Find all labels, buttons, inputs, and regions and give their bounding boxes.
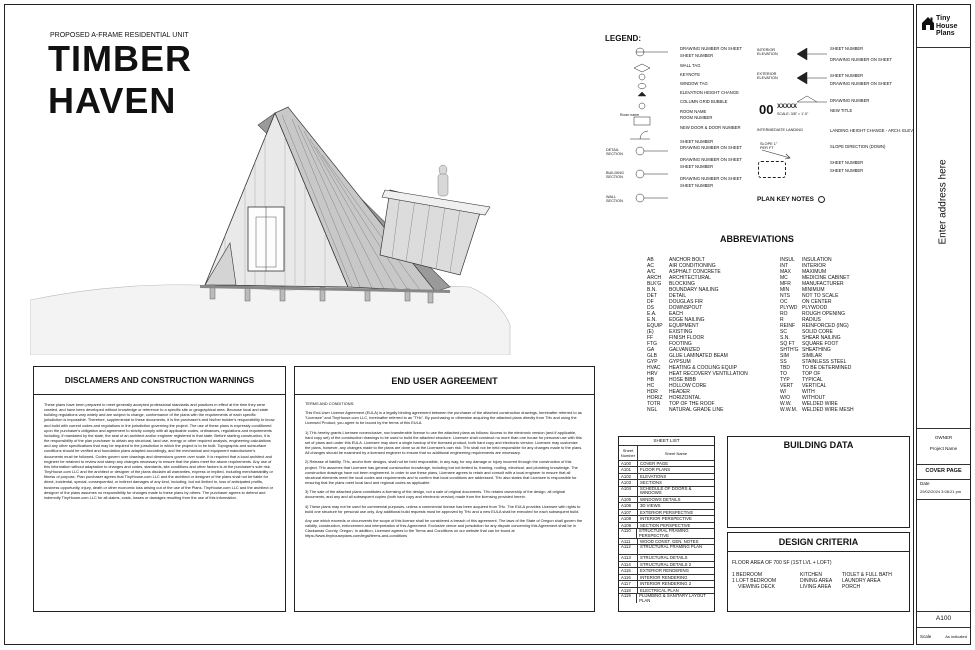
abbreviation-meaning: ANCHOR BOLT: [669, 257, 705, 263]
abbreviation-code: SC: [780, 329, 787, 335]
legend-item: DRAWING NUMBER ON SHEET: [830, 81, 892, 86]
abbreviation-code: NGL: [647, 407, 658, 413]
legend-room-label: Room name: [620, 113, 640, 117]
abbreviation-meaning: FINISH FLOOR: [669, 335, 705, 341]
date-value: 29/02/2024 3:08:21 pm: [920, 489, 962, 494]
abbreviation-meaning: WELDED WIRE: [802, 401, 838, 407]
sheet-list-name: PLUMBING & SANITARY LAYOUT PLAN: [639, 594, 706, 603]
abbreviation-meaning: REINFORCED (ING): [802, 323, 849, 329]
legend-item: ROOM NUMBER: [680, 115, 713, 120]
sheet-list-name: WINDOWS DETAILS: [640, 496, 681, 502]
legend-item: DRAWING NUMBER ON SHEET: [680, 46, 742, 51]
abbreviations-title: ABBREVIATIONS: [720, 234, 794, 244]
abbreviation-meaning: SOLID CORE: [802, 329, 833, 335]
a-frame-rendering: [30, 95, 520, 355]
abbreviation-code: ARCH: [647, 275, 662, 281]
abbreviation-code: SHTH'G: [780, 347, 799, 353]
abbreviation-code: HC: [647, 383, 655, 389]
project-title-line2: HAVEN: [48, 80, 177, 121]
design-item: PORCH: [842, 584, 861, 590]
project-address[interactable]: Enter address here: [937, 159, 949, 245]
abbreviation-code: E.A.: [647, 311, 657, 317]
sheet-list-number: A111: [619, 539, 638, 544]
abbreviation-code: SIM: [780, 353, 789, 359]
abbreviation-meaning: MINIMUM: [802, 287, 825, 293]
legend-item: SHEET NUMBER: [830, 46, 864, 51]
legend-item: DRAWING NUMBER ON SHEET: [830, 57, 892, 62]
design-item: TIOLET & FULL BATH: [842, 572, 892, 578]
disclaimers-panel: [33, 366, 286, 612]
legend-tag-detail-section: DETAIL SECTION: [606, 148, 623, 156]
abbreviation-code: PLYWD: [780, 305, 798, 311]
abbreviation-meaning: DOUGLAS FIR: [669, 299, 703, 305]
abbreviation-meaning: BLOCKING: [669, 281, 695, 287]
legend-item: WALL TAG: [680, 63, 701, 68]
eula-paragraph: Any use which exceeds or circumvents the scope of this license shall be considered a breach of this agreement. The laws of the State of Oregon shall govern the validity, construction, enforcement and interpretation of this Agreement. Exclusive venue and jurisdiction for any dispute concerning this Agreement shall be in Clackamas County, Oregon. In addition, Licensee agrees to the Terms and Conditions on our website that can be found at https://www.tinyhouseplans.com/legal/terms-and-conditions: [305, 517, 583, 539]
sheet-list-number: A106: [619, 503, 638, 508]
eula-paragraph: 2) Release of liability. THc, and/or their designs, shall not be held responsible, in any way, for any damage or injury incurred through the construction of this project. THc assumes that Licensee has general construction knowledge, including but not limited to, framing, roofing, electrical, and plumbing knowledge. The construction drawings have not been engineered. In order to use these plans, Licensee agrees to retain and consult with a local engineer to ensure that all structural elements meet the local codes and requirements and to confirm that local conditions are addressed. THc also states that Licensee is responsible for ensuring that the plans meet local land and regional codes as applicable.: [305, 459, 578, 486]
legend-item: ROOM NAME: [680, 109, 707, 114]
abbreviation-code: SQ FT: [780, 341, 795, 347]
title-sample-number: 00: [759, 102, 774, 117]
abbreviation-meaning: TO BE DETERMINED: [802, 365, 852, 371]
abbreviations-left: [647, 257, 748, 413]
abbreviation-code: DF: [647, 299, 654, 305]
abbreviation-meaning: ROUGH OPENING: [802, 311, 846, 317]
legend-item: DRAWING NUMBER ON SHEET: [680, 157, 742, 162]
legend-title: LEGEND:: [605, 34, 641, 43]
abbreviation-meaning: MEDICINE CABINET: [802, 275, 850, 281]
abbreviation-code: HDR: [647, 389, 658, 395]
abbreviation-code: GLB: [647, 353, 658, 359]
abbreviation-meaning: HEAT RECOVERY VENTILLATION: [669, 371, 748, 377]
abbreviation-code: AC: [647, 263, 654, 269]
abbreviation-code: W/O: [780, 395, 790, 401]
design-item: LIVING AREA: [800, 584, 832, 590]
design-item: 1 LOFT BEDROOM: [732, 578, 777, 584]
abbreviation-meaning: MANUFACTURER: [802, 281, 844, 287]
floor-area: FLOOR AREA OF 700 SF (1ST LVL + LOFT): [732, 560, 832, 566]
abbreviation-code: TYP: [780, 377, 790, 383]
sheet-list-row: [619, 486, 714, 496]
sheet-list-number: A118: [619, 588, 638, 593]
eula-paragraph: 3) The sale of the attached plans constitutes a licensing of the design, not a sale of original documents. THc retains ownership of the design, all original documents, and any and all subsequent copies (both hard copy and electronic version) made from the licensing provided herein.: [305, 489, 566, 500]
abbreviation-code: TOTR: [647, 401, 661, 407]
abbreviation-code: VERT: [780, 383, 794, 389]
abbreviation-code: MFR: [780, 281, 791, 287]
logo: [919, 13, 969, 41]
legend-item: SHEET NUMBER: [680, 139, 714, 144]
abbreviation-meaning: ARCHITECTURAL: [669, 275, 711, 281]
design-criteria-panel: [727, 532, 910, 612]
abbreviation-meaning: DETAIL: [669, 293, 687, 299]
eula-paragraph: 1) THc hereby grants Licensee nonexclusive, non transferable license to use the attached plans as follows: Access to the electronic version (and if applicable, hard copy set) of the construction drawings to be used to build the attached structure. Licensee shall construct no more than one house for personal use with this set of plans and under this EULA. Licensee may store a single backup of the licensed product, both hard copy and electronic version. Licensee may customize the plans, however, any changes made to the plans are done so at the Licensee's own risk. THc shall not be held responsible for any changes made to the plans. All changes should be examined by a licensed engineer to ensure that no additional engineering requirements are necessary.: [305, 429, 583, 456]
legend-item: SLOPE DIRECTION (DOWN): [830, 144, 886, 149]
scale-label: Scale: [920, 634, 932, 639]
abbreviation-meaning: EXISTING: [669, 329, 693, 335]
abbreviation-code: W.W.M.: [780, 407, 798, 413]
legend-item: DRAWING NUMBER ON SHEET: [680, 176, 742, 181]
sheet-list-row: [619, 593, 714, 603]
abbreviation-code: W/: [780, 389, 787, 395]
abbreviation-code: INT: [780, 263, 789, 269]
abbreviation-meaning: SHEAR NAILING: [802, 335, 841, 341]
sheet-list-number: A107: [619, 510, 638, 515]
abbreviation-code: A/C: [647, 269, 656, 275]
sheet-list-number: A100: [619, 461, 638, 466]
sheet-list-number: A110: [619, 529, 637, 538]
abbreviation-meaning: HEADER: [669, 389, 690, 395]
legend-item: SHEET NUMBER: [680, 183, 714, 188]
abbreviation-code: DS: [647, 305, 654, 311]
legend-item: NEW DOOR & DOOR NUMBER: [680, 125, 741, 130]
abbreviation-code: MC: [780, 275, 788, 281]
abbreviation-meaning: VERTICAL: [802, 383, 827, 389]
abbreviation-code: TBD: [780, 365, 790, 371]
abbreviation-meaning: WITH: [802, 389, 815, 395]
sheet-list-number: A117: [619, 581, 638, 586]
sheet-list-number: A109: [619, 523, 638, 528]
abbreviation-code: MAX: [780, 269, 791, 275]
legend-symbols-left: [610, 44, 670, 214]
abbreviation-meaning: EQUIPMENT: [669, 323, 699, 329]
abbreviation-meaning: AIR CONDITIONING: [669, 263, 716, 269]
sheet-list-number: A119: [619, 594, 637, 603]
abbreviation-meaning: NATURAL GRADE LINE: [669, 407, 724, 413]
sheet-list-number: A102: [619, 474, 638, 479]
abbreviation-meaning: PLYWOOD: [802, 305, 828, 311]
legend-item: SHEET NUMBER: [830, 168, 864, 173]
plan-key-notes: PLAN KEY NOTES: [757, 196, 825, 203]
legend-item: DRAWING NUMBER ON SHEET: [680, 145, 742, 150]
legend-tag-interior-elevation: INTERIOR ELEVATION: [757, 48, 778, 56]
sheet-list-name: STRUCTURAL FRAMING PERSPECTIVE: [638, 528, 689, 538]
abbreviation-meaning: STAINLESS STEEL: [802, 359, 847, 365]
disclaimers-title: DISCLAMERS AND CONSTRUCTION WARNINGS: [34, 367, 285, 395]
sheet-list-name: WOOD CONST. GEN. NOTES: [640, 538, 699, 544]
scale-value: As indicated: [945, 634, 967, 639]
title-sample-text: XXXXX: [777, 104, 798, 110]
abbreviation-row: [647, 407, 748, 413]
sheet-list-row: [619, 544, 714, 554]
abbreviation-code: SS: [780, 359, 787, 365]
sheet-list-number: A105: [619, 497, 638, 502]
abbreviation-code: GYP: [647, 359, 658, 365]
sheet-list-name: SECTION PERSPECTIVE: [640, 522, 691, 528]
abbreviation-meaning: RADIUS: [802, 317, 821, 323]
abbreviation-code: TO: [780, 371, 787, 377]
eula-panel: [294, 366, 595, 612]
design-item: VIEWING DECK: [738, 584, 775, 590]
abbreviation-meaning: HOSE BIBB: [669, 377, 696, 383]
sheet-list-number: A112: [619, 545, 638, 554]
sheet-list-name: COVER PAGE: [640, 461, 669, 466]
logo-text-house: House: [936, 22, 958, 30]
sheet-list-row: [619, 528, 714, 538]
disclaimers-body: These plans have been prepared to meet generally accepted professional standards and practices in effect at the time they were created, and have been developed without knowledge or reference to a specific site or geographical area. Because local and state building regulations vary widely and are subject to change, conformance of the plans with the requirements of each specific jurisdiction is impossible. Therefore, supplemental to these documents, it is the purchaser's and his/her builder's responsibility to know and build with current codes and regulations in the jurisdiction governing the project. The use of these plans is expressly conditioned upon the purchaser's obligation and agreement to strictly comply with all applicable codes, ordinances, regulations and requirements including, if mandated by the state, the seal of an architect and/or engineer registered in that state. Before starting construction, it is the responsibility of the plan purchaser to obtain any structural, land use, energy or other required analysis, engineering calculations and any other specifications that may be required in the jurisdiction in which the project is to be built. Topographic and subsurface conditions should be verified and foundation plans adapted accordingly, and the mechanical and equipment manufacturer's documents must be followed. Codes govern over drawings and dimensions govern over scale. It is required that a local architect and engineer be retained to review and stamp any changes necessary to ensure that the plans meet the above requirements. Any use of this information without adaptation to changes and codes, standards, site conditions and other factors is at the purchaser's sole risk. TinyHouse.com LLC and the architect or designer of the plans disclaim all warranties, express or implied, including merchantability or fitness of purpose. Plan purchaser agrees that TinyHouse.com LLC and the architect or designer of the plans shall not be liable for direct, incidental, special, consequential, or indirect damages of any kind, including, but not limited to, loss of anticipated profits, business opportunity, injury, death or other economic loss arising out of the use of the Plans. TinyHouse.com LLC and the architect or designer of the plans assumes no responsibility for changes made to these plans by others. The purchaser agrees to defend and indemnify TinyHouse.com LLC for all claims, costs, losses or damages resulting from the use of this information.: [44, 402, 275, 500]
abbreviation-code: HORIZ: [647, 395, 663, 401]
legend-item: KEYNOTE: [680, 72, 701, 77]
abbreviation-meaning: INTERIOR: [802, 263, 826, 269]
abbreviation-code: HB: [647, 377, 654, 383]
sheet-list-number: A114: [619, 562, 638, 567]
abbreviation-meaning: EDGE NAILING: [669, 317, 705, 323]
legend-item: ELEVATION HEIGHT CHANGE: [680, 90, 739, 95]
legend-item: DRAWING NUMBER: [830, 98, 870, 103]
sheet-list-number: A103: [619, 480, 638, 485]
abbreviation-meaning: HOLLOW CORE: [669, 383, 707, 389]
sheet-list-name: STRUCTURAL DETAILS 2: [640, 561, 692, 567]
sheet-list-name: INTERIOR RENDERING: [640, 574, 688, 580]
abbreviation-code: OC: [780, 299, 788, 305]
abbreviation-code: B.N.: [647, 287, 657, 293]
abbreviation-meaning: SIMILAR: [802, 353, 823, 359]
logo-text-plans: Plans: [936, 30, 955, 37]
abbreviation-meaning: TOP OF THE ROOF: [669, 401, 715, 407]
abbreviation-row: [780, 407, 854, 413]
legend-item: SHEET NUMBER: [680, 53, 714, 58]
owner-label: OWNER: [934, 435, 953, 440]
sheet-list-number: A113: [619, 555, 638, 560]
abbreviation-meaning: SHEATHING: [802, 347, 831, 353]
abbreviation-code: REINF: [780, 323, 795, 329]
abbreviation-meaning: TYPICAL: [802, 377, 823, 383]
legend-right: [755, 44, 915, 214]
legend-item: WINDOW TAG: [680, 81, 708, 86]
key-note-circle-icon: [818, 196, 825, 203]
sheet-list-name: INTERIOR RENDERING 2: [640, 581, 692, 587]
legend-tag-slope: SLOPE 1" PER FT: [760, 142, 778, 150]
sheet-list-name: STRUCTURAL DETAILS: [640, 555, 688, 561]
sheet-list-name: FLOOR PLANS: [640, 467, 671, 473]
legend-item: COLUMN GRID BUBBLE: [680, 99, 728, 104]
sheet-list-col-number: Sheet Number: [619, 446, 638, 460]
abbreviation-code: S.N.: [780, 335, 790, 341]
abbreviation-meaning: INSULATION: [802, 257, 832, 263]
date-label: Date: [920, 481, 930, 486]
sheet-list-number: A104: [619, 487, 638, 496]
abbreviation-code: GA: [647, 347, 655, 353]
abbreviation-code: FF: [647, 335, 654, 341]
abbreviation-code: W.W.: [780, 401, 792, 407]
sheet-list-name: EXTERIOR PERSPECTIVE: [640, 509, 694, 515]
title-block: [916, 4, 971, 645]
sheet-list-name: 3D VIEWS: [640, 503, 661, 509]
legend-item: SHEET NUMBER: [830, 73, 864, 78]
abbreviation-code: MIN: [780, 287, 790, 293]
abbreviation-code: EQUIP: [647, 323, 663, 329]
design-item: LAUNDRY AREA: [842, 578, 881, 584]
sheet-list-name: SCHEDULE OF DOORS & WINDOWS: [639, 486, 692, 496]
legend-item: NEW TITLE: [830, 108, 853, 113]
dashed-callout: [758, 161, 786, 178]
legend-tag-intermediate-landing: INTERMEDIATE LANDING: [757, 128, 803, 132]
sheet-list-name: ELECTRICAL PLAN: [640, 587, 679, 593]
sheet-list-number: A108: [619, 516, 638, 521]
abbreviation-code: DET: [647, 293, 657, 299]
abbreviation-meaning: HEATING & COOLING EQUIP: [669, 365, 737, 371]
title-sample-scale: SCALE: 3/8" = 1'-0": [777, 112, 809, 116]
legend-tag-exterior-elevation: EXTERIOR ELEVATION: [757, 72, 778, 80]
legend-tag-building-section: BUILDING SECTION: [606, 171, 624, 179]
project-name: Project Name: [929, 446, 958, 451]
abbreviation-meaning: GLUE LAMINATED BEAM: [669, 353, 728, 359]
abbreviation-meaning: TOP OF: [802, 371, 821, 377]
abbreviation-meaning: BOUNDARY NAILING: [669, 287, 719, 293]
sheet-list-title: SHEET LIST: [653, 438, 680, 443]
sheet-number: A100: [917, 611, 970, 627]
house-logo-icon: [921, 15, 935, 31]
abbreviation-code: FTG: [647, 341, 657, 347]
sheet-list: [618, 436, 715, 612]
abbreviation-code: HVAC: [647, 365, 661, 371]
eula-paragraph: This End-User License Agreement (EULA) is a legally binding agreement between the purchaser of the attached construction drawings, hereinafter referred to as "Licensee" and TinyHouse.com LLC, hereinafter referred to as "THc". By purchasing or otherwise acquiring the attached plans directly from THc and using the Licensed Product, you agree to be bound by the terms of this EULA.: [305, 410, 582, 426]
abbreviation-code: AB: [647, 257, 654, 263]
abbreviation-meaning: ON CENTER: [802, 299, 832, 305]
legend-item: SHEET NUMBER: [830, 160, 864, 165]
abbreviation-code: R: [780, 317, 784, 323]
sheet-list-name: INTERIOR PERSPECTIVE: [640, 516, 692, 522]
abbreviation-meaning: NOT TO SCALE: [802, 293, 839, 299]
abbreviation-meaning: GALVANIZED: [669, 347, 700, 353]
abbreviation-meaning: WELDED WIRE MESH: [802, 407, 854, 413]
building-data-title: BUILDING DATA: [783, 440, 854, 450]
abbreviation-code: INSUL: [780, 257, 795, 263]
logo-text-tiny: Tiny: [936, 15, 951, 22]
project-subtitle: PROPOSED A-FRAME RESIDENTIAL UNIT: [50, 32, 189, 39]
legend-left: [606, 44, 750, 214]
design-criteria-title: DESIGN CRITERIA: [728, 533, 909, 552]
legend-item: SHEET NUMBER: [680, 164, 714, 169]
eula-title: END USER AGREEMENT: [295, 367, 594, 395]
abbreviation-meaning: HORIZONTAL: [669, 395, 701, 401]
abbreviation-code: NTS: [780, 293, 790, 299]
sheet-title: COVER PAGE: [917, 464, 970, 479]
abbreviation-meaning: GYPSUM: [669, 359, 691, 365]
slope-arrow-icon: [760, 148, 800, 160]
eula-paragraph: 4) These plans may not be used for commercial purposes, unless a commercial license has been acquired from THc. The EULA provides Licensee with rights to build one structure for personal use only. Any additional build requests must be approved by THc and a new EULA shall be executed for each subsequent build.: [305, 503, 581, 514]
design-item: 1 BEDROOM: [732, 572, 763, 578]
design-item: DINING AREA: [800, 578, 833, 584]
abbreviation-meaning: MAXIMUM: [802, 269, 827, 275]
abbreviation-meaning: SQUARE FOOT: [802, 341, 839, 347]
abbreviations-right: [780, 257, 854, 413]
abbreviation-meaning: DOWNSPOUT: [669, 305, 703, 311]
abbreviation-code: BLK'G: [647, 281, 662, 287]
abbreviation-code: (E): [647, 329, 654, 335]
abbreviation-meaning: EACH: [669, 311, 683, 317]
abbreviation-meaning: WITHOUT: [802, 395, 826, 401]
abbreviation-meaning: ASPHALT CONCRETE: [669, 269, 721, 275]
sheet-list-name: EXTERIOR RENDERING: [640, 568, 689, 574]
sheet-list-name: SECTIONS: [640, 480, 662, 486]
legend-tag-wall-section: WALL SECTION: [606, 195, 623, 203]
sheet-list-number: A101: [619, 467, 638, 472]
sheet-list-number: A115: [619, 568, 638, 573]
abbreviation-code: RO: [780, 311, 788, 317]
sheet-list-name: STRUCTURAL FRAMING PLAN: [640, 545, 703, 550]
sheet-list-name: ELEVATIONS: [640, 473, 667, 479]
design-item: KITCHEN: [800, 572, 822, 578]
building-data-panel: [727, 436, 910, 528]
abbreviation-code: E.N.: [647, 317, 657, 323]
eula-terms-heading: TERMS AND CONDITIONS:: [305, 401, 355, 406]
sheet-list-number: A116: [619, 575, 638, 580]
sheet-list-col-name: Sheet Name: [664, 451, 688, 456]
abbreviation-meaning: FOOTING: [669, 341, 692, 347]
legend-item: LANDING HEIGHT CHANGE - ARCH. ELEV.: [830, 128, 914, 133]
project-title-line1: TIMBER: [48, 38, 192, 79]
sheet-list-rows: [619, 460, 714, 603]
abbreviation-code: HRV: [647, 371, 658, 377]
